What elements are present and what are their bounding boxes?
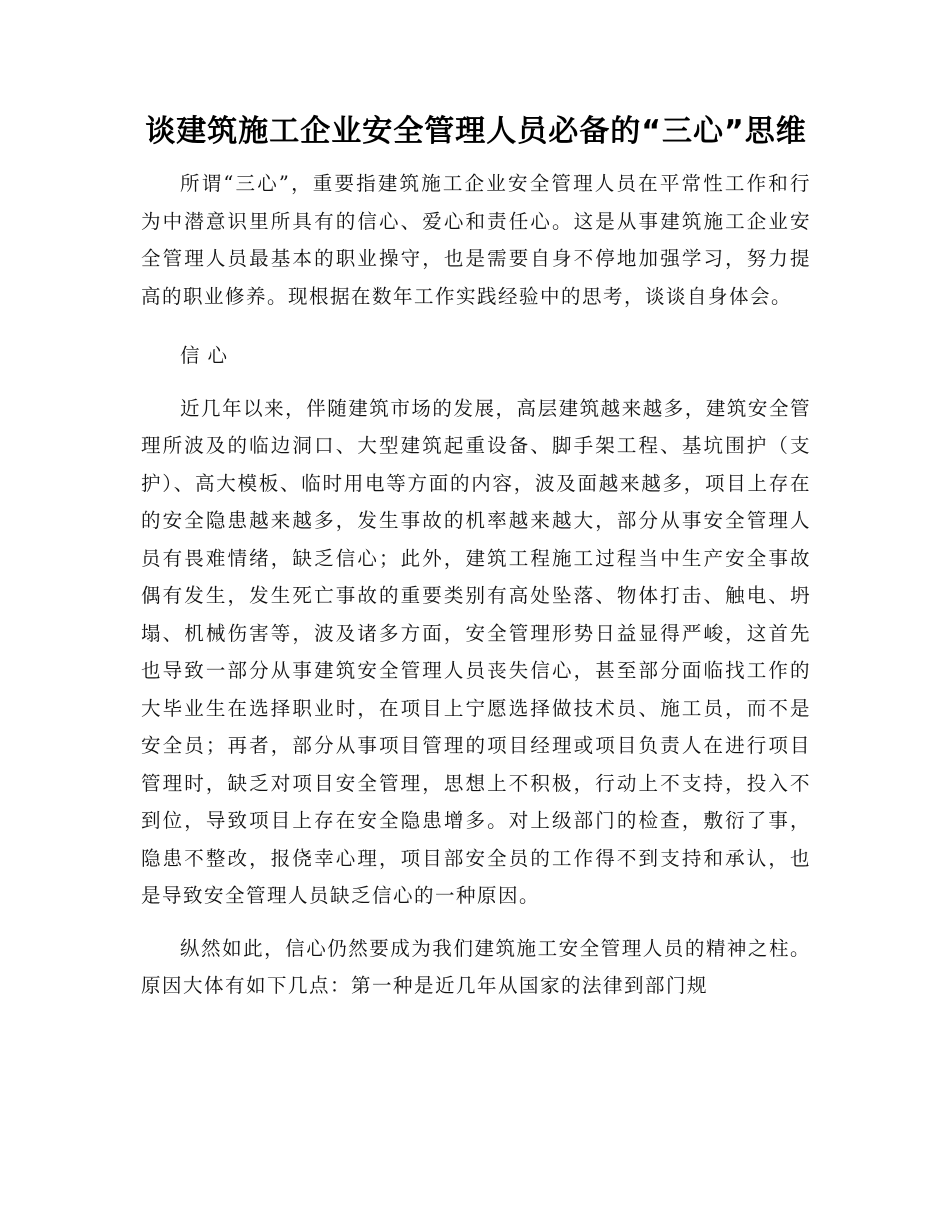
- section-heading: 信心: [180, 344, 236, 367]
- body-paragraph: 纵然如此，信心仍然要成为我们建筑施工安全管理人员的精神之柱。原因大体有如下几点：第一种是近几年从国家的法律到部门规: [141, 936, 811, 997]
- document-title: 谈建筑施工企业安全管理人员必备的“三心”思维: [145, 114, 807, 149]
- intro-paragraph: 所谓“三心”，重要指建筑施工企业安全管理人员在平常性工作和行为中潜意识里所具有的信心、爱心和责任心。这是从事建筑施工企业安全管理人员最基本的职业操守，也是需要自身不停地加强学习，努力提高的职业修养。现根据在数年工作实践经验中的思考，谈谈自身体会。: [141, 172, 811, 308]
- body-paragraph: 近几年以来，伴随建筑市场的发展，高层建筑越来越多，建筑安全管理所波及的临边洞口、大型建筑起重设备、脚手架工程、基坑围护（支护）、高大模板、临时用电等方面的内容，波及面越来越多，项目上存在的安全隐患越来越多，发生事故的机率越来越大，部分从事安全管理人员有畏难情绪，缺乏信心；此外，建筑工程施工过程当中生产安全事故偶有发生，发生死亡事故的重要类别有高处坠落、物体打击、触电、坍塌、机械伤害等，波及诸多方面，安全管理形势日益显得严峻，这首先也导致一部分从事建筑安全管理人员丧失信心，甚至部分面临找工作的大毕业生在选择职业时，在项目上宁愿选择做技术员、施工员，而不是安全员；再者，部分从事项目管理的项目经理或项目负责人在进行项目管理时，缺乏对项目安全管理，思想上不积极，行动上不支持，投入不到位，导致项目上存在安全隐患增多。对上级部门的检查，敷衍了事，隐患不整改，报侥幸心理，项目部安全员的工作得不到支持和承认，也是导致安全管理人员缺乏信心的一种原因。: [141, 396, 811, 907]
- document-page: [141, 112, 811, 1005]
